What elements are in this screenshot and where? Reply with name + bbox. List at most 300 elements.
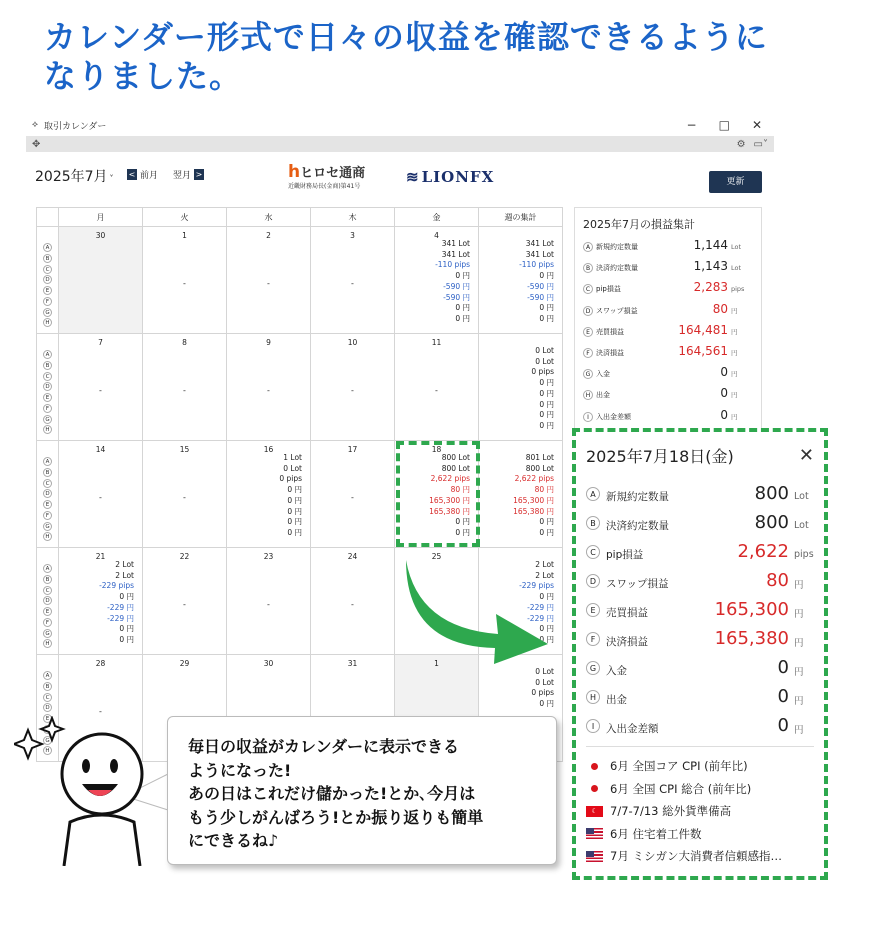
legend-letter: H: [43, 639, 52, 648]
value-line: 0 pips: [531, 367, 554, 377]
row-unit: 円: [794, 579, 804, 591]
headline: [44, 18, 864, 96]
day-number: 22: [179, 552, 190, 561]
no-data-dash: -: [99, 707, 102, 716]
legend-letter: F: [43, 511, 52, 520]
row-value: 2,283: [693, 280, 728, 295]
day-values: [435, 239, 470, 325]
day-cell[interactable]: [395, 227, 479, 334]
value-line: 0 円: [455, 517, 470, 527]
pointer-arrow: [398, 556, 558, 666]
divider: [586, 746, 814, 747]
no-data-dash: -: [183, 493, 186, 502]
value-line: 0 pips: [531, 688, 554, 698]
app-icon: ⟡: [32, 120, 38, 130]
summary-row: [586, 682, 814, 711]
economic-event[interactable]: [586, 845, 814, 868]
row-key-badge: D: [583, 306, 593, 316]
no-data-dash: -: [351, 600, 354, 609]
value-line: 165,380 円: [429, 506, 470, 516]
legend-letter: B: [43, 361, 52, 370]
row-value: 0: [720, 365, 728, 380]
row-unit: 円: [731, 412, 738, 421]
day-number: 15: [179, 445, 190, 454]
flag-jp-icon: [586, 761, 603, 772]
flag-us-icon: [586, 851, 603, 862]
summary-title: 2025年7月の損益集計: [583, 218, 695, 231]
flag-tr-icon: ☾: [586, 806, 603, 817]
speech-bubble: [167, 716, 557, 865]
day-values: [519, 239, 554, 325]
lion-wing-icon: ≋: [406, 168, 420, 186]
row-unit: Lot: [731, 264, 742, 273]
day-cell[interactable]: [143, 334, 227, 441]
day-cell[interactable]: [227, 441, 311, 548]
day-values: [99, 560, 134, 646]
row-unit: Lot: [731, 243, 742, 251]
no-data-dash: -: [267, 600, 270, 609]
day-cell[interactable]: [395, 334, 479, 441]
summary-row: [586, 508, 814, 537]
minimize-button[interactable]: −: [686, 118, 697, 132]
day-number: 29: [179, 659, 190, 668]
row-label: 入出金差額: [596, 412, 631, 421]
row-label: スワップ損益: [606, 578, 669, 590]
row-unit: 円: [794, 608, 804, 620]
week-total-cell: [479, 441, 563, 548]
bubble-line: 毎日の収益がカレンダーに表示できる: [188, 737, 459, 756]
row-unit: 円: [794, 724, 804, 736]
value-line: 341 Lot: [525, 239, 554, 248]
summary-row: [583, 280, 753, 301]
day-number: 4: [434, 231, 439, 240]
calendar-week-row: [37, 227, 563, 334]
summary-row: [586, 537, 814, 566]
value-line: -590 円: [443, 281, 470, 291]
move-icon[interactable]: ✥: [32, 138, 41, 150]
day-number: 1: [434, 659, 439, 668]
legend-letter: E: [43, 393, 52, 402]
row-value: 80: [766, 570, 789, 591]
legend-letter: F: [43, 618, 52, 627]
summary-row: [586, 653, 814, 682]
weekday-header: 水: [227, 208, 311, 227]
row-label: 出金: [606, 694, 627, 706]
row-key-badge: D: [586, 574, 600, 588]
day-cell[interactable]: [143, 548, 227, 655]
value-line: 2 Lot: [535, 570, 554, 580]
day-cell[interactable]: [59, 441, 143, 548]
legend-letter: G: [43, 415, 52, 424]
prev-month-button[interactable]: < 前月: [128, 170, 159, 181]
row-label: 入出金差額: [606, 723, 659, 735]
value-line: 341 Lot: [441, 239, 470, 248]
day-number: 16: [263, 445, 274, 454]
legend-letter: D: [43, 275, 52, 284]
day-number: 1: [182, 231, 187, 240]
calendar-week-row: [37, 334, 563, 441]
legend-letter: B: [43, 254, 52, 263]
legend-letter: G: [43, 308, 52, 317]
no-data-dash: -: [99, 386, 102, 395]
value-line: 1 Lot: [283, 453, 302, 462]
day-cell[interactable]: [143, 227, 227, 334]
day-cell[interactable]: [143, 441, 227, 548]
value-line: 165,300 円: [429, 495, 470, 505]
event-label: 6月 全国 CPI 総合 (前年比): [610, 781, 752, 796]
legend-letter: B: [43, 468, 52, 477]
close-icon[interactable]: ✕: [798, 445, 814, 466]
value-line: 341 Lot: [441, 249, 470, 259]
day-number: 24: [347, 552, 358, 561]
legend-letter: H: [43, 746, 52, 755]
row-key-badge: C: [583, 284, 593, 294]
row-unit: 円: [731, 391, 738, 400]
bubble-line: あの日はこれだけ儲かった!とか､今月は: [188, 784, 476, 803]
row-unit: 円: [731, 348, 738, 357]
day-cell[interactable]: [227, 334, 311, 441]
row-label: 決済約定数量: [596, 264, 638, 273]
legend-letter: D: [43, 596, 52, 605]
legend-letter: E: [43, 607, 52, 616]
event-label: 6月 住宅着工件数: [610, 826, 702, 841]
selected-day-highlight: [396, 441, 480, 547]
value-line: 0 円: [539, 388, 554, 398]
legend-letter: F: [43, 297, 52, 306]
event-label: 6月 全国コア CPI (前年比): [610, 759, 748, 774]
calendar-header: [26, 152, 774, 192]
mascot-illustration: [14, 716, 144, 866]
row-value: 0: [777, 657, 789, 678]
lionfx-logo: ≋ LIONFX: [406, 168, 495, 186]
day-number: 30: [95, 231, 106, 240]
legend-letter: A: [43, 243, 52, 252]
value-line: 165,380 円: [513, 506, 554, 516]
day-cell[interactable]: [311, 441, 395, 548]
value-line: 800 Lot: [525, 463, 554, 473]
window-title: 取引カレンダー: [43, 121, 107, 132]
value-line: -590 円: [527, 281, 554, 291]
value-line: 0 円: [539, 517, 554, 527]
value-line: 0 円: [539, 271, 554, 281]
value-line: 0 円: [287, 517, 302, 527]
week-total-cell: [479, 227, 563, 334]
row-value: 0: [777, 686, 789, 707]
legend-letter: B: [43, 575, 52, 584]
next-month-button[interactable]: 翌月 >: [173, 170, 203, 181]
no-data-dash: -: [351, 493, 354, 502]
legend-letter: G: [43, 522, 52, 531]
event-label: 7月 ミシガン大消費者信頼感指…: [610, 849, 782, 864]
value-line: 341 Lot: [525, 249, 554, 259]
row-legend: [37, 334, 59, 441]
bubble-line: ようになった!: [188, 760, 292, 780]
row-unit: 円: [731, 327, 738, 336]
value-line: 0 円: [539, 313, 554, 323]
legend-letter: A: [43, 457, 52, 466]
calendar-week-row: [37, 441, 563, 548]
value-line: 0 円: [119, 624, 134, 634]
legend-letter: C: [43, 372, 52, 381]
row-unit: 円: [731, 370, 738, 379]
legend-letter: H: [43, 532, 52, 541]
day-number: 7: [98, 338, 103, 347]
value-line: 0 円: [287, 506, 302, 516]
bubble-line: にできるね♪: [188, 831, 279, 850]
row-key-badge: B: [586, 516, 600, 530]
row-label: 入金: [596, 370, 610, 379]
value-line: -229 pips: [99, 581, 134, 591]
row-label: 新規約定数量: [596, 243, 638, 251]
value-line: -229 円: [527, 602, 554, 612]
no-data-dash: -: [183, 279, 186, 288]
month-selector[interactable]: 2025年7月 ˅: [35, 169, 114, 185]
row-value: 0: [720, 407, 728, 422]
value-line: 0 円: [119, 592, 134, 602]
value-line: 0 円: [539, 378, 554, 388]
event-label: 7/7-7/13 総外貨準備高: [610, 804, 732, 819]
day-cell[interactable]: [59, 548, 143, 655]
value-line: 80 円: [450, 485, 470, 495]
legend-letter: H: [43, 318, 52, 327]
summary-row: [583, 323, 753, 344]
value-line: 0 円: [539, 420, 554, 430]
row-key-badge: C: [586, 545, 600, 559]
day-number: 8: [182, 338, 187, 347]
row-unit: Lot: [794, 520, 809, 531]
summary-row: [583, 238, 753, 259]
summary-row: [586, 479, 814, 508]
row-value: 0: [777, 715, 789, 736]
row-unit: pips: [731, 285, 745, 294]
row-value: 0: [720, 386, 728, 401]
value-line: 0 円: [287, 527, 302, 537]
summary-row: [583, 408, 753, 429]
row-legend: [37, 548, 59, 655]
day-number: 3: [350, 231, 355, 240]
detail-title: 2025年7月18日(金): [586, 447, 734, 466]
row-key-badge: F: [583, 348, 593, 358]
row-label: 入金: [606, 665, 627, 677]
headline-line2: なりました。: [44, 57, 243, 95]
day-number: 2: [266, 231, 271, 240]
day-cell[interactable]: [311, 548, 395, 655]
no-data-dash: -: [435, 386, 438, 395]
row-value: 1,144: [693, 238, 728, 252]
value-line: 0 円: [539, 634, 554, 644]
row-legend: [37, 441, 59, 548]
day-cell[interactable]: [311, 334, 395, 441]
value-line: -229 円: [107, 613, 134, 623]
value-line: 0 円: [539, 410, 554, 420]
row-key-badge: H: [586, 690, 600, 704]
economic-event[interactable]: [586, 755, 814, 778]
chevron-down-icon: ˅: [109, 174, 114, 183]
row-legend: [37, 227, 59, 334]
no-data-dash: -: [183, 600, 186, 609]
maximize-button[interactable]: □: [718, 118, 730, 132]
window-menu-icon[interactable]: ▭˅: [753, 138, 768, 150]
window-titlebar: [26, 114, 774, 136]
row-key-badge: F: [586, 632, 600, 646]
value-line: -590 円: [443, 292, 470, 302]
day-number: 11: [431, 338, 442, 347]
row-unit: pips: [794, 549, 814, 560]
value-line: 2 Lot: [115, 570, 134, 580]
row-value: 800: [754, 512, 789, 533]
legend-letter: A: [43, 350, 52, 359]
legend-letter: B: [43, 682, 52, 691]
row-value: 165,380: [714, 628, 789, 649]
value-line: 0 円: [455, 303, 470, 313]
value-line: 2,622 pips: [430, 474, 470, 484]
day-cell[interactable]: [59, 227, 143, 334]
chevron-left-icon: <: [128, 170, 136, 179]
value-line: 0 Lot: [535, 346, 554, 355]
value-line: 0 円: [539, 303, 554, 313]
flag-us-icon: [586, 828, 603, 839]
row-label: 売買損益: [606, 607, 648, 619]
calendar-grid: [36, 207, 563, 762]
value-line: -229 円: [527, 613, 554, 623]
value-line: -110 pips: [519, 260, 554, 270]
day-detail-popup: [572, 428, 828, 880]
row-key-badge: H: [583, 390, 593, 400]
value-line: 80 円: [534, 485, 554, 495]
value-line: 801 Lot: [525, 453, 554, 462]
legend-letter: E: [43, 286, 52, 295]
value-line: 0 円: [287, 485, 302, 495]
legend-letter: C: [43, 586, 52, 595]
legend-letter: F: [43, 404, 52, 413]
day-number: 30: [263, 659, 274, 668]
summary-row: [583, 365, 753, 386]
value-line: 2 Lot: [535, 560, 554, 569]
legend-letter: C: [43, 479, 52, 488]
weekday-header: 金: [395, 208, 479, 227]
day-cell[interactable]: [227, 227, 311, 334]
row-label: 新規約定数量: [606, 491, 669, 503]
day-cell[interactable]: [311, 227, 395, 334]
toolbar: [26, 136, 774, 152]
week-total-cell: [479, 334, 563, 441]
legend-letter: D: [43, 703, 52, 712]
value-line: 0 円: [287, 495, 302, 505]
value-line: 0 Lot: [535, 356, 554, 366]
row-value: 80: [712, 301, 728, 316]
no-data-dash: -: [351, 386, 354, 395]
value-line: 0 円: [119, 634, 134, 644]
value-line: 2,622 pips: [514, 474, 554, 484]
day-cell[interactable]: [227, 548, 311, 655]
summary-row: [583, 344, 753, 365]
summary-row: [586, 595, 814, 624]
row-label: pip損益: [606, 549, 644, 561]
legend-letter: D: [43, 489, 52, 498]
no-data-dash: -: [267, 279, 270, 288]
row-unit: 円: [794, 666, 804, 678]
day-values: [531, 346, 554, 432]
hirose-logo: hヒロセ通商 近畿財務局長(金商)第41号: [288, 162, 366, 190]
value-line: -590 円: [527, 292, 554, 302]
gear-icon[interactable]: ⚙: [736, 138, 746, 150]
day-number: 28: [95, 659, 106, 668]
legend-letter: C: [43, 265, 52, 274]
row-value: 2,622: [737, 541, 789, 562]
value-line: -229 円: [107, 602, 134, 612]
weekday-header: 火: [143, 208, 227, 227]
summary-row: [586, 566, 814, 595]
value-line: 0 円: [539, 527, 554, 537]
no-data-dash: -: [99, 493, 102, 502]
row-label: 決済損益: [606, 636, 648, 648]
value-line: 0 Lot: [283, 463, 302, 473]
legend-letter: A: [43, 564, 52, 573]
flag-jp-icon: [586, 783, 603, 794]
value-line: 800 Lot: [441, 463, 470, 473]
value-line: 165,300 円: [513, 495, 554, 505]
row-label: 決済損益: [596, 348, 624, 357]
summary-row: [583, 259, 753, 280]
row-value: 800: [754, 483, 789, 504]
day-number: 18: [431, 445, 442, 454]
row-value: 164,481: [678, 322, 728, 337]
value-line: 0 円: [539, 592, 554, 602]
summary-row: [586, 624, 814, 653]
value-line: -229 pips: [519, 581, 554, 591]
row-label: pip損益: [596, 285, 621, 294]
day-number: 21: [95, 552, 106, 561]
row-value: 1,143: [693, 259, 728, 274]
value-line: 0 円: [539, 699, 554, 709]
row-key-badge: E: [586, 603, 600, 617]
no-data-dash: -: [351, 279, 354, 288]
weekday-header: 月: [59, 208, 143, 227]
day-number: 25: [431, 552, 442, 561]
day-number: 10: [347, 338, 358, 347]
close-window-button[interactable]: ✕: [751, 118, 762, 132]
day-number: 9: [266, 338, 271, 347]
day-values: [279, 453, 302, 539]
value-line: 0 Lot: [535, 667, 554, 676]
value-line: 800 Lot: [441, 453, 470, 462]
value-line: 0 Lot: [535, 677, 554, 687]
day-cell[interactable]: [59, 334, 143, 441]
legend-letter: G: [43, 629, 52, 638]
headline-line1: カレンダー形式で日々の収益を確認できるように: [44, 18, 768, 56]
row-label: 出金: [596, 391, 610, 400]
value-line: 0 円: [539, 624, 554, 634]
refresh-button[interactable]: 更新: [709, 171, 762, 193]
row-unit: 円: [794, 637, 804, 649]
no-data-dash: -: [183, 386, 186, 395]
value-line: 2 Lot: [115, 560, 134, 569]
row-value: 164,561: [678, 343, 728, 358]
economic-event[interactable]: [586, 778, 814, 801]
day-values: [513, 453, 554, 539]
economic-event[interactable]: [586, 800, 814, 823]
value-line: 0 円: [455, 271, 470, 281]
row-unit: 円: [794, 695, 804, 707]
weekday-header: 木: [311, 208, 395, 227]
economic-event[interactable]: [586, 823, 814, 846]
value-line: -110 pips: [435, 260, 470, 270]
chevron-right-icon: >: [195, 170, 203, 179]
row-label: 決済約定数量: [606, 520, 669, 532]
bubble-line: もう少しがんばろう!とか振り返りも簡単: [188, 807, 484, 827]
summary-row: [583, 302, 753, 323]
legend-letter: G: [43, 736, 52, 745]
